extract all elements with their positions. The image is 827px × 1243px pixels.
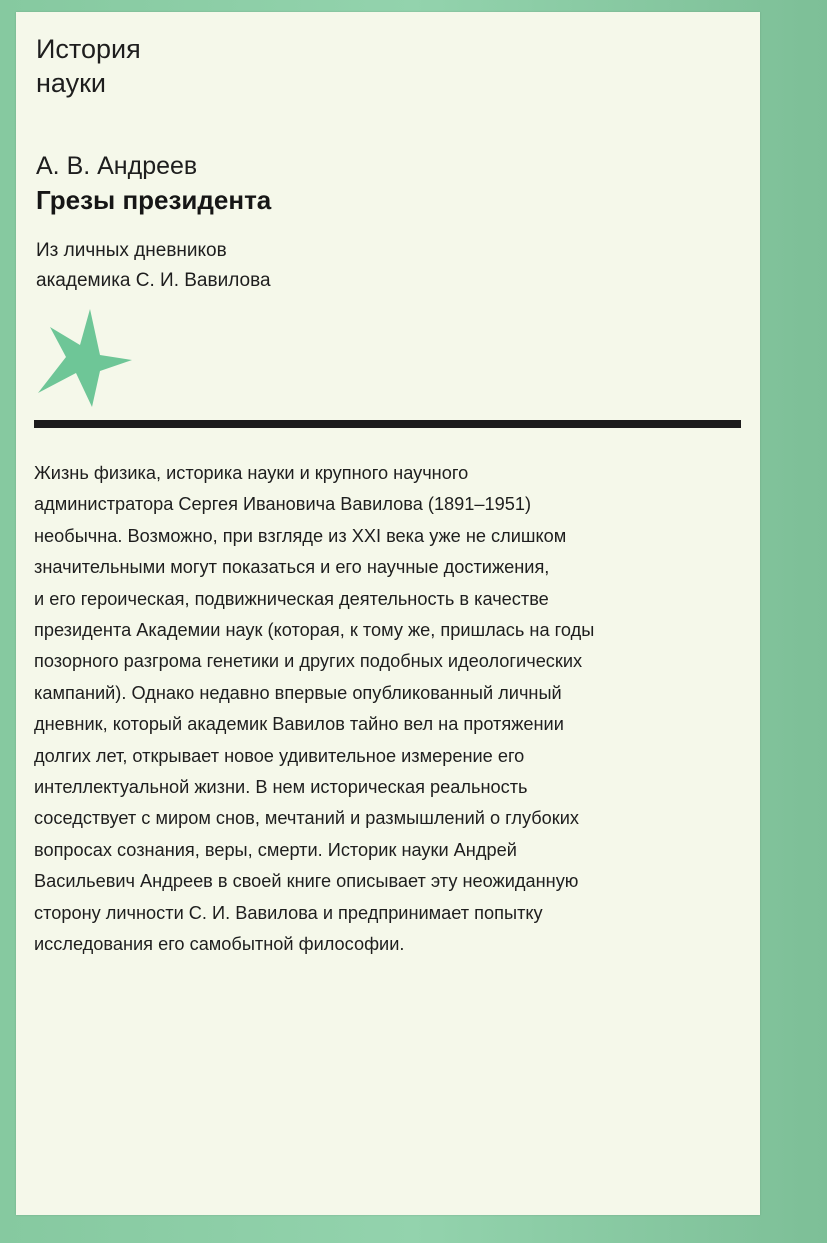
description-line: президента Академии наук (которая, к тому же, пришлась на годы — [34, 620, 595, 641]
series-title — [36, 32, 141, 100]
book-subtitle — [36, 236, 271, 296]
description-line: позорного разгрома генетики и других подобных идеологических — [34, 651, 583, 672]
book-title: Грезы президента — [36, 185, 272, 215]
cover-panel — [16, 12, 760, 1215]
description-line: соседствует с миром снов, мечтаний и размышлений о глубоких — [34, 808, 580, 829]
description-line: дневник, который академик Вавилов тайно вел на протяжении — [34, 714, 564, 735]
description-line: вопросах сознания, веры, смерти. Историк науки Андрей — [34, 839, 517, 860]
description-line: сторону личности С. И. Вавилова и предпринимает попытку — [34, 902, 543, 923]
description-line: интеллектуальной жизни. В нем историческая реальность — [34, 777, 528, 798]
subtitle-line: Из личных дневников — [36, 240, 227, 261]
description-line: исследования его самобытной философии. — [34, 934, 405, 955]
author-name: А. В. Андреев — [36, 152, 198, 180]
series-title-line: науки — [36, 68, 107, 98]
description-line: Васильевич Андреев в своей книге описывает эту неожиданную — [34, 871, 579, 892]
description-line: кампаний). Однако недавно впервые опубликованный личный — [34, 682, 562, 703]
book-description — [34, 458, 746, 961]
star-icon — [38, 309, 132, 407]
description-line: и его героическая, подвижническая деятельность в качестве — [34, 588, 549, 609]
description-line: долгих лет, открывает новое удивительное измерение его — [34, 745, 525, 766]
description-line: администратора Сергея Ивановича Вавилова (1891–1951) — [34, 494, 532, 515]
description-line: значительными могут показаться и его научные достижения, — [34, 557, 550, 578]
subtitle-line: академика С. И. Вавилова — [36, 270, 271, 291]
description-line: необычна. Возможно, при взгляде из XXI века уже не слишком — [34, 525, 567, 546]
series-title-line: История — [36, 34, 141, 64]
description-line: Жизнь физика, историка науки и крупного научного — [34, 463, 469, 483]
divider-rule — [34, 420, 741, 428]
